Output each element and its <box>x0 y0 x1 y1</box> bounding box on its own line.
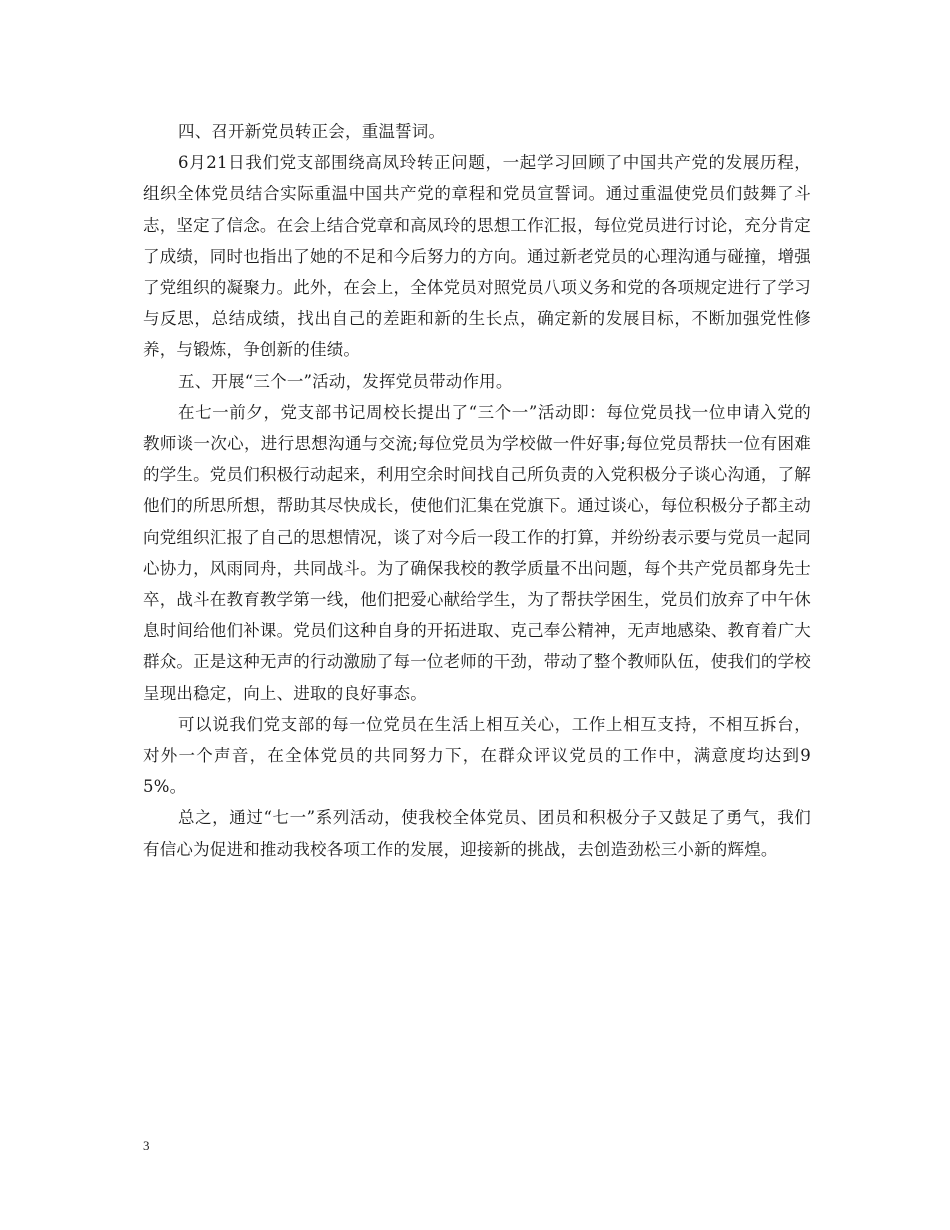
paragraph-conclusion: 总之，通过“七一”系列活动，使我校全体党员、团员和积极分子又鼓足了勇气，我们有信心为促进和推动我校各项工作的发展，迎接新的挑战，去创造劲松三小新的辉煌。 <box>143 808 811 859</box>
document-body <box>143 116 811 865</box>
paragraph-mutual-support: 可以说我们党支部的每一位党员在生活上相互关心，工作上相互支持，不相互拆台，对外一个声音，在全体党员的共同努力下，在群众评议党员的工作中，满意度均达到95%。 <box>143 714 811 797</box>
section-heading-four: 四、召开新党员转正会，重温誓词。 <box>178 122 446 141</box>
paragraph-conversion-meeting: 6月21日我们党支部围绕高凤玲转正问题，一起学习回顾了中国共产党的发展历程，组织全体党员结合实际重温中国共产党的章程和党员宣誓词。通过重温使党员们鼓舞了斗志，坚定了信念。在会上结合党章和高凤玲的思想工作汇报，每位党员进行讨论，充分肯定了成绩，同时也指出了她的不足和今后努力的方向。通过新老党员的心理沟通与碰撞，增强了党组织的凝聚力。此外，在会上，全体党员对照党员八项义务和党的各项规定进行了学习与反思，总结成绩，找出自己的差距和新的生长点，确定新的发展目标，不断加强党性修养，与锻炼，争创新的佳绩。 <box>143 153 811 360</box>
paragraph-three-ones-activity: 在七一前夕，党支部书记周校长提出了“三个一”活动即：每位党员找一位申请入党的教师谈一次心，进行思想沟通与交流;每位党员为学校做一件好事;每位党员帮扶一位有困难的学生。党员们积极行动起来，利用空余时间找自己所负责的入党积极分子谈心沟通，了解他们的所思所想，帮助其尽快成长，使他们汇集在党旗下。通过谈心，每位积极分子都主动向党组织汇报了自己的思想情况，谈了对今后一段工作的打算，并纷纷表示要与党员一起同心协力，风雨同舟，共同战斗。为了确保我校的教学质量不出问题，每个共产党员都身先士卒，战斗在教育教学第一线，他们把爱心献给学生，为了帮扶学困生，党员们放弃了中午休息时间给他们补课。党员们这种自身的开拓进取、克己奉公精神，无声地感染、教育着广大群众。正是这种无声的行动激励了每一位老师的干劲，带动了整个教师队伍，使我们的学校呈现出稳定，向上、进取的良好事态。 <box>143 402 811 703</box>
section-heading-five: 五、开展“三个一”活动，发挥党员带动作用。 <box>178 371 513 391</box>
page-number: 3 <box>143 1138 150 1153</box>
